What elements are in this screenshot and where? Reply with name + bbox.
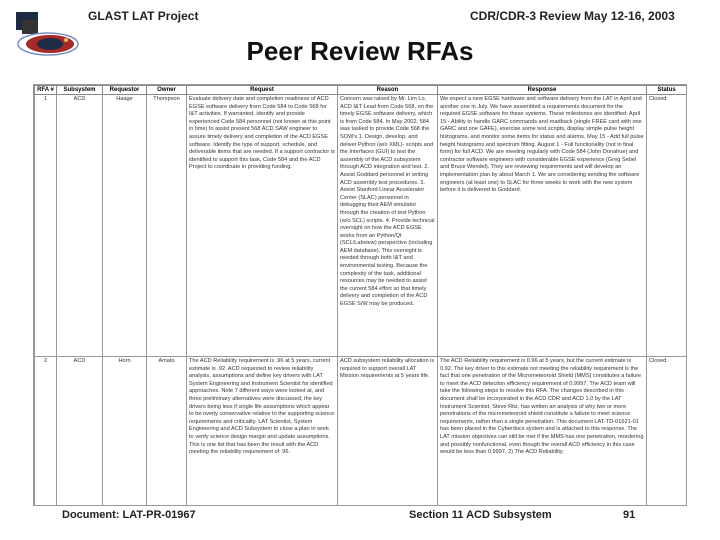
cell-status: Closed (647, 357, 687, 507)
cell-requestor: Haage (103, 95, 147, 357)
col-header-owner: Owner (147, 86, 187, 95)
table-row (35, 95, 687, 357)
section-label: Section 11 ACD Subsystem (409, 509, 552, 521)
rfa-table-frame[interactable] (33, 84, 687, 506)
cell-subsystem: ACD (57, 357, 103, 507)
cell-reason: ACD subsystem reliability allocation is required to support overall LAT Mission requirements at 5 years life. (338, 357, 438, 507)
col-header-subsystem: Subsystem (57, 86, 103, 95)
cell-owner: Thompson (147, 95, 187, 357)
cell-response: We expect a new EGSE hardware and software delivery from the LAT in April and another one in July. We have assembled a requirements document for the required EGSE software for these systems. These milestones are identified: April 15 - Ability to handle GARC commands and readback (single FREE card with one GARC and one GAFE), exercise some test scripts, display simple pulse height histograms, and monitor some items for status and alarms. May 15 - Add full pulse height histograms and spectrum fitting. August 1 - Full functionality (not in final form) for full ACD. We are meeting regularly with Code 584 (John Donahue) and contractor software engineers with considerable EGSE experience (Greg Sebel and Bruce Wendel). They are reviewing requirements and will develop an implementation plan by about March 1. We are considering sending the software engineers (at least one) to SLAC for three weeks to work with the new system before it is delivered to Goddard. (438, 95, 647, 357)
cell-requestor: Horn (103, 357, 147, 507)
project-title: GLAST LAT Project (88, 9, 199, 23)
cell-request: The ACD Reliability requirement is .96 at 5 years, current estimate is .92. ACD requested to review reliability analysis, assumptions and define key drivers with LAT System Engineering and Instrument Scientist for identified approaches. Note 7 different ways were looked at, and three preliminary alternatives were discussed, the key drivers being less if single life assumptions which appear to be overly conservative relative to the supporting science requirements and criticality. LAT Scientist, System Engineering and ACD Subsystem to close a plan in work to verify science design margin and update assumptions. This is one list that has been the result with the ACD meeting the reliability requirement of .96. (187, 357, 338, 507)
table-row (35, 357, 687, 507)
col-header-rfa: RFA # (35, 86, 57, 95)
cell-owner: Amato (147, 357, 187, 507)
cell-reason: Concern was raised by Mr. Lim Lo, ACD I&T Lead from Code 568, on the timely EGSE software delivery, which is from Code 584. In May 2002, 584 was tasked to provide Code 568 the SOW's 1. Design, develop, and deliver Python (w/o XML)- scripts and the Interfaces (GUI) to test the assembly of the ACD subsystem through ACD integration and test. 2. Assist Goddard personnel in writing ACD assembly test procedures. 3. Assist Stanford Linear Accelerator Center (SLAC) personnel in debugging their AEM simulator through the creation of test Python (w/o SCL) scripts. 4. Provide technical oversight on how the ACD EGSE works from an Python/Qt (SCL/Labview) perspective (including AEM database). This oversight is needed through both I&T and environmental testing. Because the complexity of the task, additional resources may be needed to assist the current 584 effort so that timely delivery and completion of the ACD EGSE S/W may be produced. (338, 95, 438, 357)
page-title: Peer Review RFAs (246, 36, 474, 66)
cell-request: Evaluate delivery date and completion readiness of ACD EGSE software delivery from Code 584 to Code 568 for I&T activities. If warranted, identify and provide experienced Code 584 personnel (not known at this point in time) to assist present 568 ACD SAW engineer to assure timely delivery and completion of the ACD EGSE software. Identify the type of support, schedule, and deliverable items that are needed. If a support contractor is identified to support this task, Code 584 and the ACD Project to coordinate in providing funding. (187, 95, 338, 357)
table-header-row (35, 86, 687, 95)
page-number: 91 (623, 509, 636, 521)
col-header-response: Response (438, 86, 647, 95)
document-number: Document: LAT-PR-01967 (62, 509, 196, 521)
review-title: CDR/CDR-3 Review May 12-16, 2003 (470, 9, 675, 23)
cell-response: The ACD Reliability requirement is 0.96 at 5 years, but the current estimate is 0.92. The key driver to this estimate not meeting the reliability requirement is the fact that one penetration of the Micrometeoroid Shield (MMS) constitutes a failure to meet the ACD detection efficiency requirement of 0.9997. The ACD team will take the following steps to resolve this RFA. The changes described in this document shall be incorporated in the ACD CDR and ACD 1.0 by the LAT Instrument Scientist, Steve Ritz, has written an analysis of why two or more penetrations of the micrometeoroid shield constitute a failure to meet science requirements, rather than a single penetration. This document LAT-TD-01621-01 has been placed in the Cyberdocs system and is attached to this response. The LAT mission objectives can still be met if the MMS has one penetration, reordering and possibly nonfunctional, even though the overall ACD efficiency in this case would be less than 0.9997. 2) The ACD Reliability. (438, 357, 647, 507)
cell-status: Closed (647, 95, 687, 357)
cell-subsystem: ACD (57, 95, 103, 357)
rfa-table (34, 85, 687, 506)
logo-badge-front (22, 20, 38, 34)
col-header-requestor: Requestor (103, 86, 147, 95)
cell-rfa-num: 2 (35, 357, 57, 507)
col-header-status: Status (647, 86, 687, 95)
col-header-reason: Reason (338, 86, 438, 95)
col-header-request: Request (187, 86, 338, 95)
cell-rfa-num: 1 (35, 95, 57, 357)
